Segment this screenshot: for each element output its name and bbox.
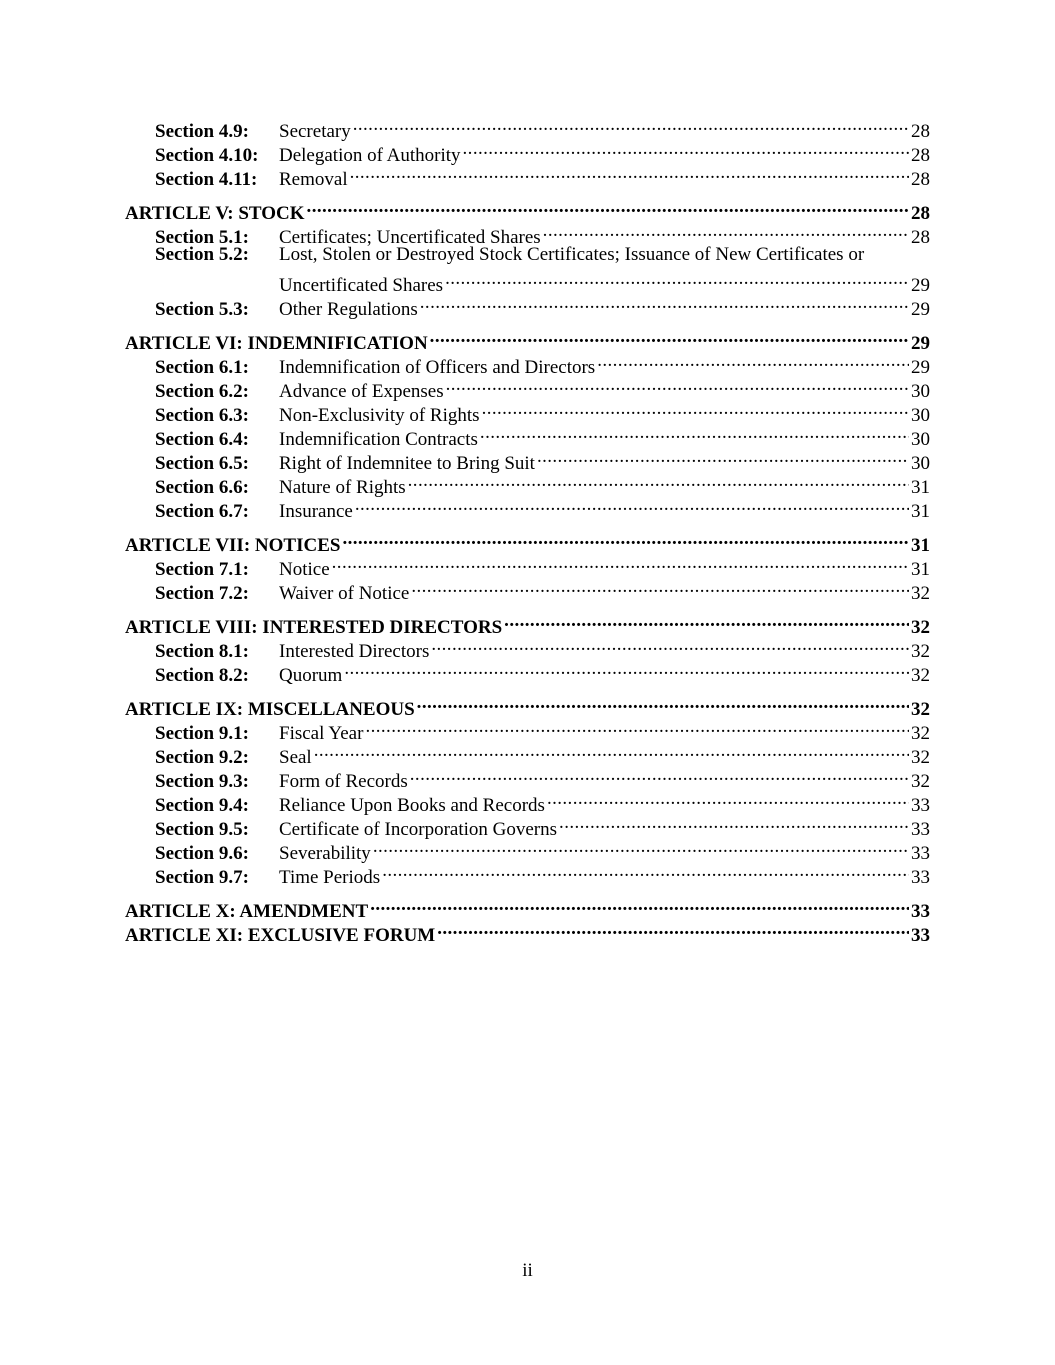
toc-section-label: Section 5.3: [155, 299, 249, 320]
toc-page-number: 30 [911, 405, 930, 426]
toc-section-title: Other Regulations [279, 299, 418, 320]
toc-section-entry[interactable] [125, 113, 930, 142]
toc-section-entry-continued[interactable] [125, 267, 930, 296]
dot-leader [373, 835, 909, 859]
dot-leader [314, 739, 909, 763]
dot-leader [537, 445, 909, 469]
toc-section-title: Indemnification Contracts [279, 429, 478, 450]
toc-section-label: Section 6.7: [155, 501, 249, 522]
dot-leader [411, 575, 909, 599]
dot-leader [355, 493, 909, 517]
toc-section-label: Section 9.5: [155, 819, 249, 840]
toc-section-title: Notice [279, 559, 330, 580]
dot-leader [365, 715, 909, 739]
toc-page-number: 32 [911, 641, 930, 662]
toc-page-number: 32 [911, 723, 930, 744]
toc-section-label: Section 6.5: [155, 453, 249, 474]
toc-page-number: 32 [911, 699, 930, 720]
toc-section-label: Section 8.1: [155, 641, 249, 662]
toc-section-title: Indemnification of Officers and Directors [279, 357, 596, 378]
toc-page-number: 29 [911, 275, 930, 296]
toc-section-label: Section 7.1: [155, 559, 249, 580]
toc-section-title: Right of Indemnitee to Bring Suit [279, 453, 535, 474]
toc-section-label: Section 9.4: [155, 795, 249, 816]
toc-article-title: ARTICLE VI: INDEMNIFICATION [125, 333, 428, 354]
dot-leader [307, 195, 909, 219]
dot-leader [482, 397, 909, 421]
toc-section-label: Section 9.2: [155, 747, 249, 768]
toc-page-number: 28 [911, 145, 930, 166]
toc-section-label: Section 6.6: [155, 477, 249, 498]
toc-page-number: 30 [911, 381, 930, 402]
toc-section-title: Certificates; Uncertificated Shares [279, 227, 541, 248]
toc-page-number: 33 [911, 843, 930, 864]
toc-section-label: Section 6.2: [155, 381, 249, 402]
toc-article-entry[interactable] [125, 609, 930, 638]
toc-page-number: 30 [911, 429, 930, 450]
toc-section-title: Waiver of Notice [279, 583, 410, 604]
toc-section-title: Severability [279, 843, 371, 864]
toc-section-label: Section 9.3: [155, 771, 249, 792]
toc-section-label: Section 4.10: [155, 145, 259, 166]
toc-page-number: 28 [911, 227, 930, 248]
toc-section-title: Secretary [279, 121, 351, 142]
toc-page-number: 33 [911, 901, 930, 922]
toc-section-title: Nature of Rights [279, 477, 406, 498]
toc-article-title: ARTICLE X: AMENDMENT [125, 901, 369, 922]
toc-page-number: 33 [911, 867, 930, 888]
toc-section-title: Insurance [279, 501, 353, 522]
toc-section-title: Quorum [279, 665, 343, 686]
dot-leader [408, 469, 909, 493]
dot-leader [342, 527, 909, 551]
toc-article-title: ARTICLE XI: EXCLUSIVE FORUM [125, 925, 436, 946]
toc-article-entry[interactable] [125, 691, 930, 720]
toc-page-number: 31 [911, 535, 930, 556]
toc-section-title: Removal [279, 169, 348, 190]
dot-leader [543, 219, 909, 243]
dot-leader [353, 113, 909, 137]
dot-leader [445, 267, 909, 291]
toc-article-entry[interactable] [125, 195, 930, 224]
toc-section-label: Section 4.9: [155, 121, 249, 142]
toc-section-entry[interactable] [125, 291, 930, 320]
dot-leader [437, 917, 909, 941]
toc-section-label: Section 9.1: [155, 723, 249, 744]
toc-section-title-continued: Uncertificated Shares [279, 275, 444, 296]
dot-leader [504, 609, 909, 633]
toc-section-label: Section 6.1: [155, 357, 249, 378]
toc-article-title: ARTICLE IX: MISCELLANEOUS [125, 699, 415, 720]
toc-page-number: 30 [911, 453, 930, 474]
toc-page-number: 28 [911, 203, 930, 224]
toc-section-title: Reliance Upon Books and Records [279, 795, 545, 816]
dot-leader [480, 421, 909, 445]
toc-page-number: 28 [911, 121, 930, 142]
dot-leader [420, 291, 909, 315]
toc-section-label: Section 5.1: [155, 227, 249, 248]
dot-leader [382, 859, 909, 883]
toc-article-entry[interactable] [125, 527, 930, 556]
toc-page-number: 31 [911, 477, 930, 498]
toc-section-label: Section 9.6: [155, 843, 249, 864]
toc-article-entry[interactable] [125, 893, 930, 922]
toc-page-number: 32 [911, 617, 930, 638]
toc-section-label: Section 6.3: [155, 405, 249, 426]
toc-page-number: 33 [911, 795, 930, 816]
toc-page-number: 32 [911, 747, 930, 768]
toc-section-title: Lost, Stolen or Destroyed Stock Certificates; Issuance of New Certificates or [279, 244, 865, 265]
dot-leader [344, 657, 909, 681]
toc-section-title: Delegation of Authority [279, 145, 461, 166]
page-number: ii [522, 1260, 533, 1281]
toc-page-number: 31 [911, 559, 930, 580]
toc-article-title: ARTICLE VIII: INTERESTED DIRECTORS [125, 617, 503, 638]
toc-section-title: Non-Exclusivity of Rights [279, 405, 480, 426]
toc-page-number: 32 [911, 583, 930, 604]
dot-leader [417, 691, 909, 715]
dot-leader [350, 161, 909, 185]
toc-section-label: Section 5.2: [155, 244, 249, 265]
dot-leader [410, 763, 909, 787]
toc-page-number: 31 [911, 501, 930, 522]
toc-section-title: Advance of Expenses [279, 381, 444, 402]
toc-section-title: Time Periods [279, 867, 381, 888]
table-of-contents [125, 113, 930, 946]
dot-leader [597, 349, 909, 373]
toc-section-title: Seal [279, 747, 312, 768]
toc-page-number: 28 [911, 169, 930, 190]
toc-section-label: Section 9.7: [155, 867, 249, 888]
dot-leader [446, 373, 909, 397]
toc-page-number: 32 [911, 665, 930, 686]
dot-leader [431, 633, 909, 657]
dot-leader [370, 893, 909, 917]
dot-leader [463, 137, 909, 161]
toc-section-title: Interested Directors [279, 641, 430, 662]
dot-leader [559, 811, 909, 835]
toc-section-label: Section 4.11: [155, 169, 258, 190]
toc-section-title: Fiscal Year [279, 723, 364, 744]
toc-section-entry[interactable] [125, 243, 930, 267]
toc-page-number: 32 [911, 771, 930, 792]
toc-section-title: Form of Records [279, 771, 408, 792]
toc-section-label: Section 7.2: [155, 583, 249, 604]
toc-page-number: 29 [911, 333, 930, 354]
dot-leader [430, 325, 909, 349]
dot-leader [332, 551, 909, 575]
toc-page-number: 29 [911, 299, 930, 320]
toc-page-number: 33 [911, 925, 930, 946]
toc-article-title: ARTICLE V: STOCK [125, 203, 305, 224]
toc-section-title: Certificate of Incorporation Governs [279, 819, 558, 840]
toc-page-number: 33 [911, 819, 930, 840]
toc-section-label: Section 6.4: [155, 429, 249, 450]
toc-article-title: ARTICLE VII: NOTICES [125, 535, 341, 556]
toc-page-number: 29 [911, 357, 930, 378]
toc-section-label: Section 8.2: [155, 665, 249, 686]
dot-leader [547, 787, 909, 811]
toc-article-entry[interactable] [125, 325, 930, 354]
